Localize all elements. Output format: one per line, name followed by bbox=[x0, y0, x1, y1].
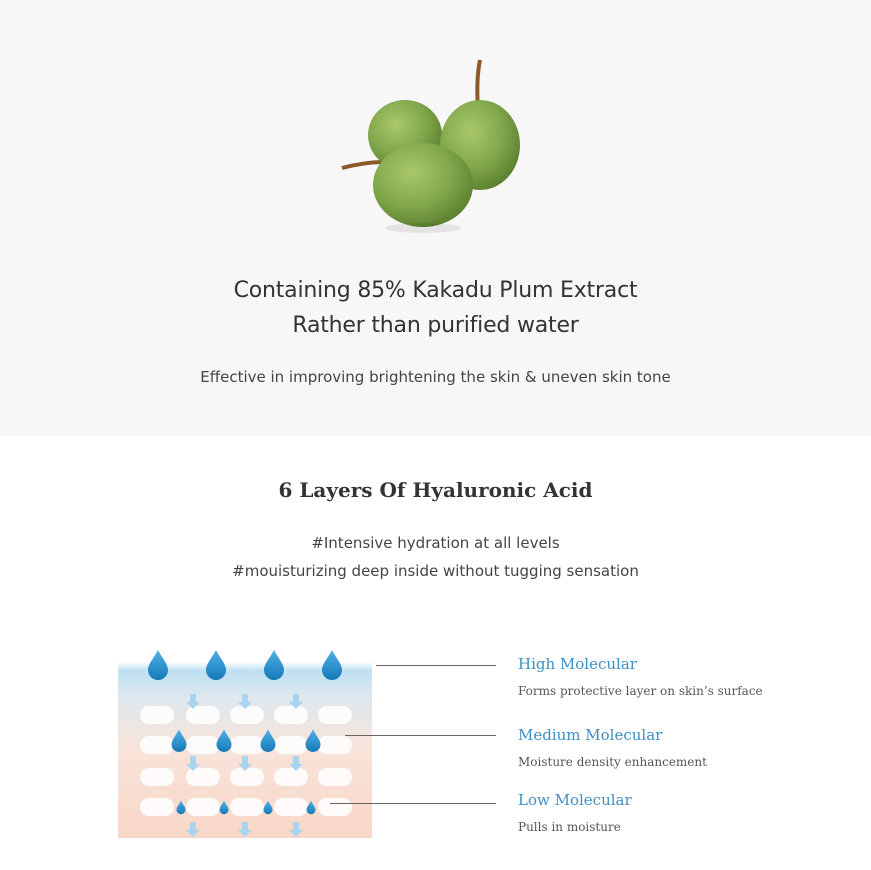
plum-headline-1: Containing 85% Kakadu Plum Extract bbox=[233, 278, 638, 303]
plum-subtitle: Effective in improving brightening the skin & uneven skin tone bbox=[200, 368, 671, 386]
hashtag-1: #Intensive hydration at all levels bbox=[311, 534, 560, 552]
layer-title-low: Low Molecular bbox=[518, 791, 632, 809]
kakadu-plum-image bbox=[330, 50, 540, 240]
callout-line-high bbox=[376, 665, 496, 666]
callout-line-medium bbox=[345, 735, 496, 736]
skin-layer-diagram bbox=[118, 612, 372, 838]
layer-desc-medium: Moisture density enhancement bbox=[518, 755, 707, 769]
callout-line-low bbox=[330, 803, 496, 804]
layer-desc-high: Forms protective layer on skin’s surface bbox=[518, 684, 763, 698]
plum-headline-2: Rather than purified water bbox=[292, 313, 579, 338]
hyaluronic-title: 6 Layers Of Hyaluronic Acid bbox=[278, 478, 593, 502]
hashtag-2: #mouisturizing deep inside without tugging sensation bbox=[232, 562, 639, 580]
layer-title-high: High Molecular bbox=[518, 655, 637, 673]
layer-title-medium: Medium Molecular bbox=[518, 726, 663, 744]
layer-desc-low: Pulls in moisture bbox=[518, 820, 621, 834]
